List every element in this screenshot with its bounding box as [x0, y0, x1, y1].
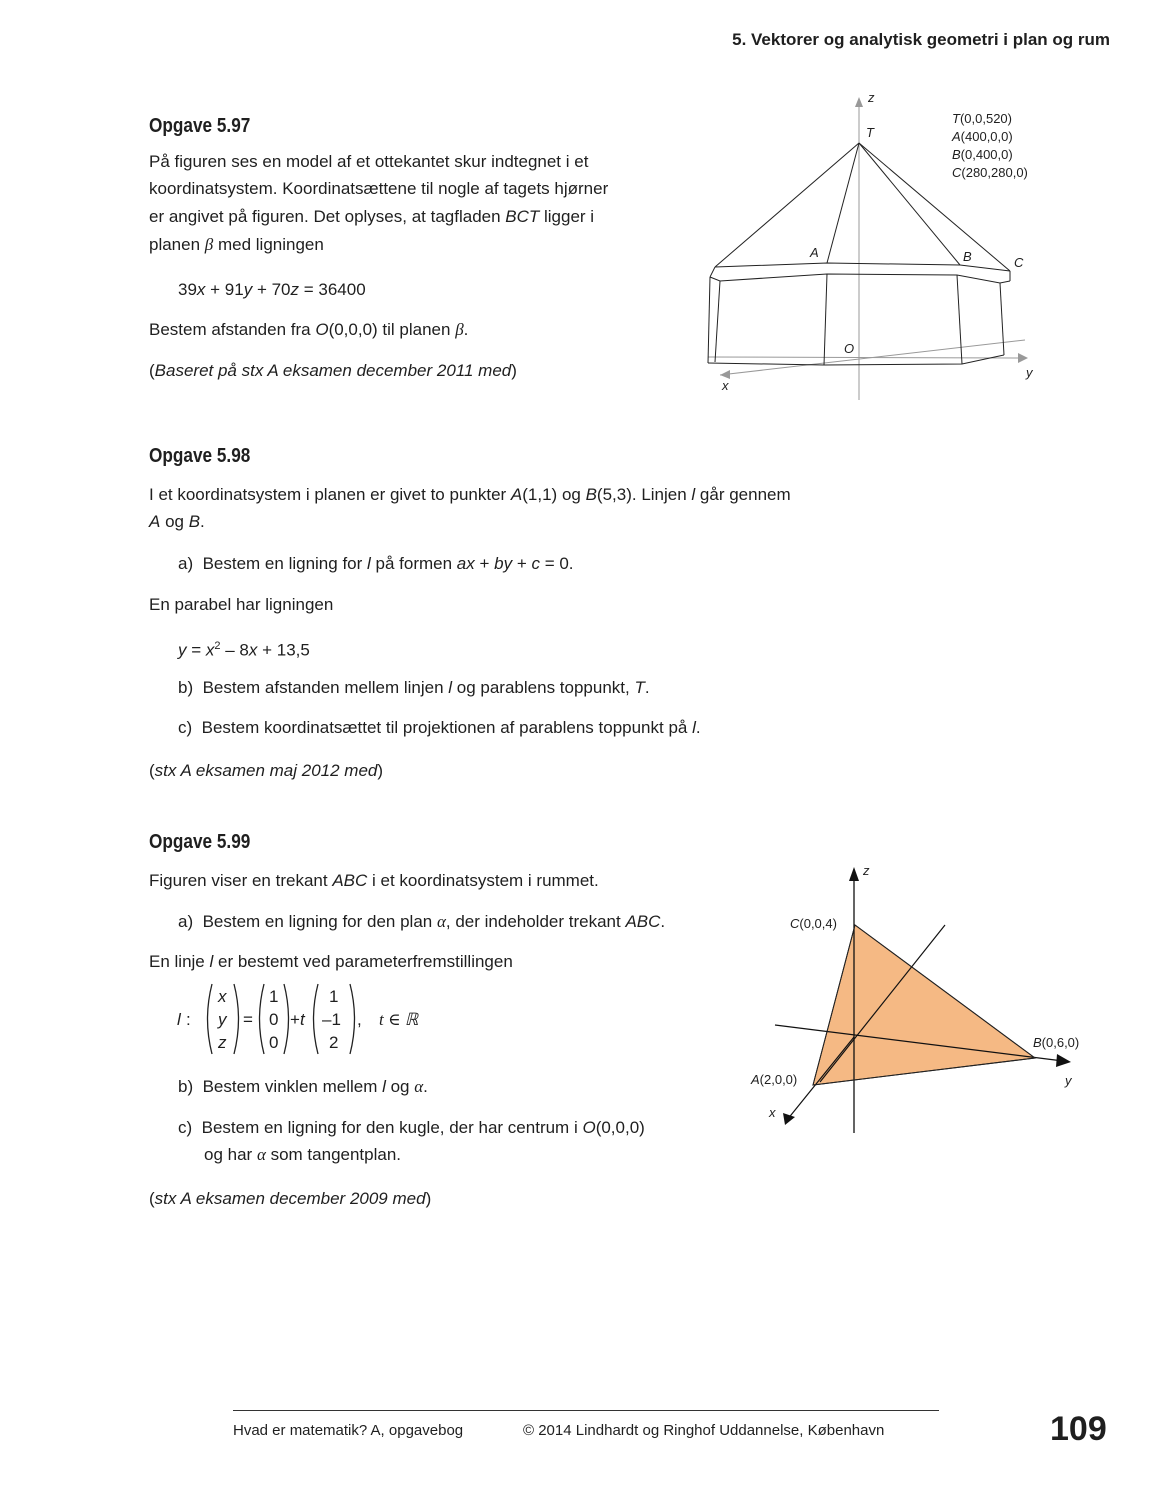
task-97-text-line2: koordinatsystem. Koordinatsættene til nogle af tagets hjørner — [149, 179, 609, 198]
y-axis-arrow — [1056, 1054, 1071, 1067]
y-axis-label: y — [1065, 1073, 1072, 1088]
task-99-source: (stx A eksamen december 2009 med) — [149, 1189, 432, 1208]
task-99-title: Opgave 5.99 — [149, 831, 251, 853]
svg-text:l: l — [177, 1010, 181, 1029]
task-97-text-line1: På figuren ses en model af et ottekantet skur indtegnet i et — [149, 152, 589, 171]
svg-text:,: , — [357, 1010, 362, 1029]
coord-B: B(0,400,0) — [952, 147, 1013, 162]
task-97-text-line3: er angivet på figuren. Det oplyses, at tagfladen BCT ligger i — [149, 207, 595, 226]
svg-text:z: z — [218, 1033, 227, 1052]
walls — [708, 274, 1004, 365]
chapter-header: 5. Vektorer og analytisk geometri i plan og rum — [732, 30, 1110, 49]
task-98-title: Opgave 5.98 — [149, 445, 251, 467]
origin-label: O — [844, 341, 855, 356]
footer-copyright: © 2014 Lindhardt og Ringhof Uddannelse, København — [523, 1422, 885, 1439]
point-A-label: A(2,0,0) — [751, 1072, 798, 1087]
point-B-label: B(0,6,0) — [1033, 1035, 1080, 1050]
page-number: 109 — [1050, 1410, 1107, 1448]
point-T-label: T — [866, 125, 874, 140]
task-98-source: (stx A eksamen maj 2012 med) — [149, 761, 384, 780]
task-97-text-line4: planen β med ligningen — [149, 235, 324, 254]
point-B-label: B — [963, 249, 972, 264]
coord-A: A(400,0,0) — [952, 129, 1013, 144]
shed-figure — [700, 85, 1070, 405]
coord-T: T(0,0,520) — [952, 111, 1012, 126]
z-axis-arrow — [849, 867, 859, 881]
task-98-parabola-intro: En parabel har ligningen — [149, 595, 334, 614]
y-axis — [708, 357, 1025, 358]
footer-divider — [233, 1410, 939, 1411]
x-axis-label: x — [722, 378, 729, 393]
coord-C: C(280,280,0) — [952, 165, 1028, 180]
point-A-label: A — [810, 245, 819, 260]
svg-text:=: = — [243, 1010, 253, 1029]
task-99-question-a: a) Bestem en ligning for den plan α, der indeholder trekant ABC. — [178, 912, 666, 931]
task-98-intro-line2: A og B. — [149, 512, 205, 531]
svg-text:t ∈ ℝ: t ∈ ℝ — [379, 1010, 419, 1029]
x-axis-arrow — [783, 1113, 795, 1125]
parametric-equation — [172, 980, 432, 1058]
svg-text:2: 2 — [329, 1033, 339, 1052]
task-98-intro: I et koordinatsystem i planen er givet to punkter A(1,1) og B(5,3). Linjen l går gennem — [149, 485, 791, 504]
x-axis-label: x — [769, 1105, 776, 1120]
triangle-abc — [813, 925, 1035, 1085]
task-97-question: Bestem afstanden fra O(0,0,0) til planen β. — [149, 320, 469, 339]
task-97-equation: 39x + 91y + 70z = 36400 — [178, 280, 366, 299]
footer-book-title: Hvad er matematik? A, opgavebog — [233, 1422, 464, 1439]
task-97-title: Opgave 5.97 — [149, 115, 251, 137]
svg-text::: : — [186, 1010, 191, 1029]
task-98-question-a: a) Bestem en ligning for l på formen ax + by + c = 0. — [178, 554, 574, 573]
svg-text:y: y — [218, 1010, 227, 1029]
z-axis-label: z — [863, 863, 870, 878]
task-98-question-c: c) Bestem koordinatsættet til projektionen af parablens toppunkt på l. — [178, 718, 701, 737]
svg-text:1: 1 — [269, 987, 279, 1006]
eaves — [710, 263, 1010, 283]
svg-text:–1: –1 — [322, 1010, 341, 1029]
z-axis-arrow — [855, 97, 863, 107]
task-99-intro: Figuren viser en trekant ABC i et koordinatsystem i rummet. — [149, 871, 599, 890]
y-axis-label: y — [1026, 365, 1033, 380]
task-97-source: (Baseret på stx A eksamen december 2011 med) — [149, 361, 517, 380]
task-99-question-c-line2: og har α som tangentplan. — [204, 1145, 402, 1164]
svg-text:x: x — [218, 987, 227, 1006]
plus-t: +t — [290, 1010, 305, 1029]
task-98-parabola-equation: $y = x^2 - 8x + 13,5$ — [178, 640, 310, 660]
triangle-figure — [745, 855, 1095, 1145]
task-98-question-b: b) Bestem afstanden mellem linjen l og parablens toppunkt, T. — [178, 678, 650, 697]
point-C-label: C(0,0,4) — [790, 916, 837, 931]
task-99-question-c: c) Bestem en ligning for den kugle, der har centrum i O(0,0,0) — [178, 1118, 645, 1137]
svg-text:0: 0 — [269, 1033, 279, 1052]
task-99-line-intro: En linje l er bestemt ved parameterfremstillingen — [149, 952, 513, 971]
y-axis-arrow — [1018, 353, 1028, 363]
point-C-label: C — [1014, 255, 1024, 270]
svg-text:1: 1 — [329, 987, 339, 1006]
z-axis-label: z — [868, 90, 875, 105]
task-99-question-b: b) Bestem vinklen mellem l og α. — [178, 1077, 428, 1096]
svg-text:0: 0 — [269, 1010, 279, 1029]
